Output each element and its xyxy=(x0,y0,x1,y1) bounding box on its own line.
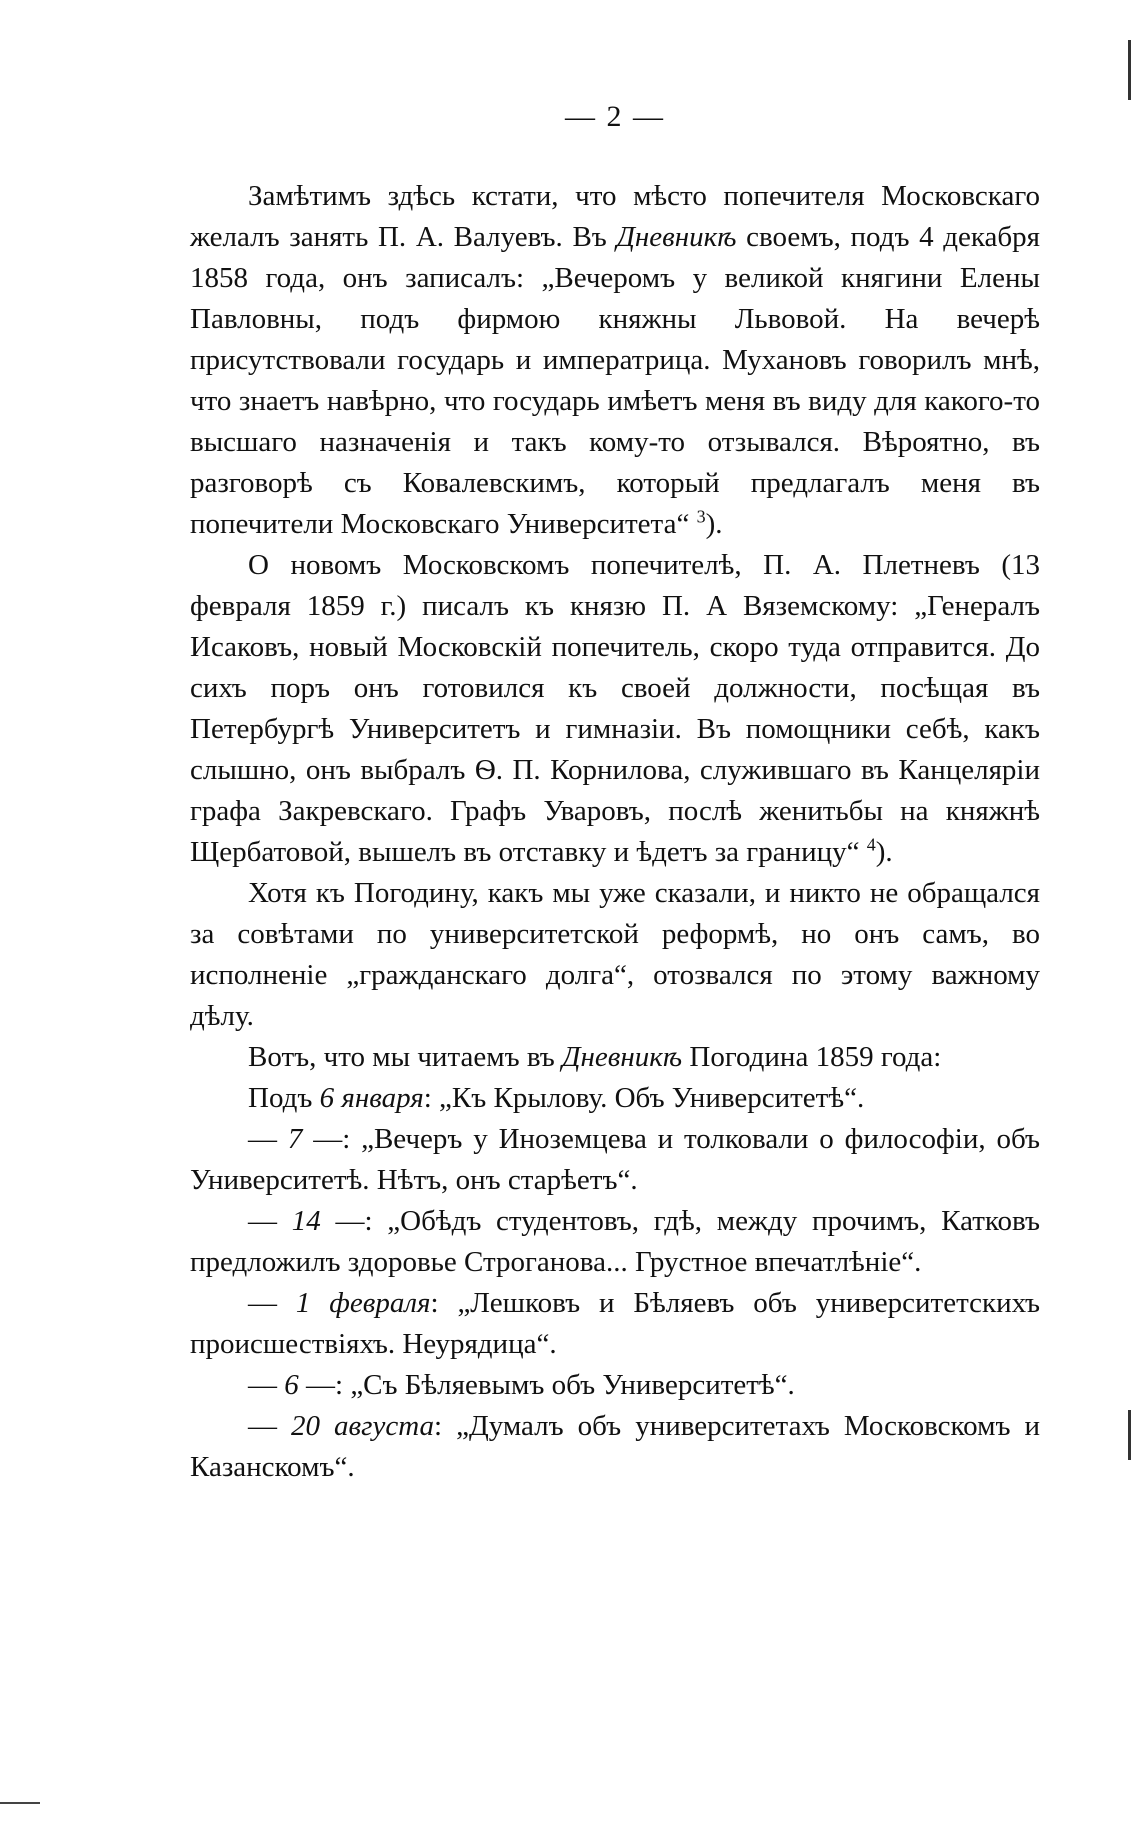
footnote-marker: 3 xyxy=(696,506,706,527)
page-body xyxy=(190,176,1040,1488)
diary-date: 20 августа xyxy=(291,1410,434,1442)
diary-date: 14 xyxy=(291,1205,321,1237)
paragraph-text: Вотъ, что мы читаемъ въ xyxy=(248,1041,563,1073)
paragraph-text: Замѣтимъ здѣсь кстати, что мѣсто попечителя Московскаго желалъ занять П. А. Валуевъ. Въ xyxy=(190,180,1040,253)
diary-separator: : xyxy=(434,1410,457,1442)
diary-text: „Думалъ объ университетахъ Московскомъ и Казанскомъ“. xyxy=(190,1410,1040,1483)
diary-entry xyxy=(190,1406,1040,1488)
paragraph-pogodin xyxy=(190,873,1040,1037)
diary-entry xyxy=(190,1119,1040,1201)
diary-entry xyxy=(190,1365,1040,1406)
paragraph-pletnev xyxy=(190,545,1040,873)
paragraph-diary-intro xyxy=(190,1037,1040,1078)
paragraph-text: ). xyxy=(875,836,893,868)
diary-date: 6 xyxy=(284,1369,299,1401)
paragraph-valuev xyxy=(190,176,1040,545)
diary-text: „Лешковъ и Бѣляевъ объ университетскихъ происшествіяхъ. Неурядица“. xyxy=(190,1287,1040,1360)
diary-text: „Къ Крылову. Объ Университетѣ“. xyxy=(439,1082,865,1114)
page-number: — 2 — xyxy=(565,100,665,133)
diary-entry xyxy=(190,1201,1040,1283)
diary-separator: : xyxy=(423,1082,440,1114)
diary-prefix: — xyxy=(248,1123,288,1155)
diary-date: 6 января xyxy=(319,1082,424,1114)
paragraph-text: своемъ, подъ 4 декабря 1858 года, онъ записалъ: „Вечеромъ у великой княгини Елены Павловны, подъ фирмою княжны Львовой. На вечерѣ присутствовали государь и императрица. Мухановъ говорилъ мнѣ, что знаетъ навѣрно, что государь имѣетъ меня въ виду для какого-то высшаго назначенія и такъ кому-то отзывался. Вѣроятно, въ разговорѣ съ Ковалевскимъ, который предлагалъ меня въ попечители Московскаго Университета“ xyxy=(190,221,1040,540)
paragraph-text: Хотя къ Погодину, какъ мы уже сказали, и никто не обращался за совѣтами по университетской реформѣ, но онъ самъ, во исполненіе „гражданскаго долга“, отозвался по этому важному дѣлу. xyxy=(190,877,1040,1032)
paragraph-text: О новомъ Московскомъ попечителѣ, П. А. Плетневъ (13 февраля 1859 г.) писалъ къ князю П. А Вяземскому: „Генералъ Исаковъ, новый Московскій попечитель, скоро туда отправится. До сихъ поръ онъ готовился къ своей должности, посѣщая въ Петербургѣ Университетъ и гимназіи. Въ помощники себѣ, какъ слышно, онъ выбралъ Ѳ. П. Корнилова, служившаго въ Канцеляріи графа Закревскаго. Графъ Уваровъ, послѣ женитьбы на княжнѣ Щербатовой, вышелъ въ отставку и ѣдетъ за границу“ xyxy=(190,549,1040,868)
paragraph-text: Погодина 1859 года: xyxy=(682,1041,942,1073)
scan-edge-rule xyxy=(0,1802,40,1804)
diary-prefix: — xyxy=(248,1205,292,1237)
diary-prefix: Подъ xyxy=(248,1082,320,1114)
footnote-marker: 4 xyxy=(866,834,876,855)
diary-separator: : xyxy=(430,1287,458,1319)
diary-entry xyxy=(190,1283,1040,1365)
diary-separator: —: xyxy=(320,1205,388,1237)
scan-edge-mark-top xyxy=(1128,40,1131,100)
diary-separator: —: xyxy=(298,1369,351,1401)
diary-text: „Обѣдъ студентовъ, гдѣ, между прочимъ, Катковъ предложилъ здоровье Строганова... Грустное впечатлѣніе“. xyxy=(190,1205,1040,1278)
diary-date: 7 xyxy=(287,1123,303,1155)
italic-title: Дневникѣ xyxy=(562,1041,683,1073)
diary-entry xyxy=(190,1078,1040,1119)
scan-edge-mark-mid xyxy=(1128,1410,1131,1460)
diary-date: 1 февраля xyxy=(295,1287,431,1319)
diary-text: „Вечеръ у Иноземцева и толковали о философіи, объ Университетѣ. Нѣтъ, онъ старѣетъ“. xyxy=(190,1123,1040,1196)
diary-separator: —: xyxy=(302,1123,362,1155)
paragraph-text: ). xyxy=(705,508,723,540)
italic-title: Дневникѣ xyxy=(616,221,737,253)
book-page xyxy=(190,100,1040,1488)
diary-prefix: — xyxy=(248,1369,285,1401)
diary-prefix: — xyxy=(248,1287,296,1319)
diary-text: „Съ Бѣляевымъ объ Университетѣ“. xyxy=(350,1369,795,1401)
diary-prefix: — xyxy=(248,1410,292,1442)
